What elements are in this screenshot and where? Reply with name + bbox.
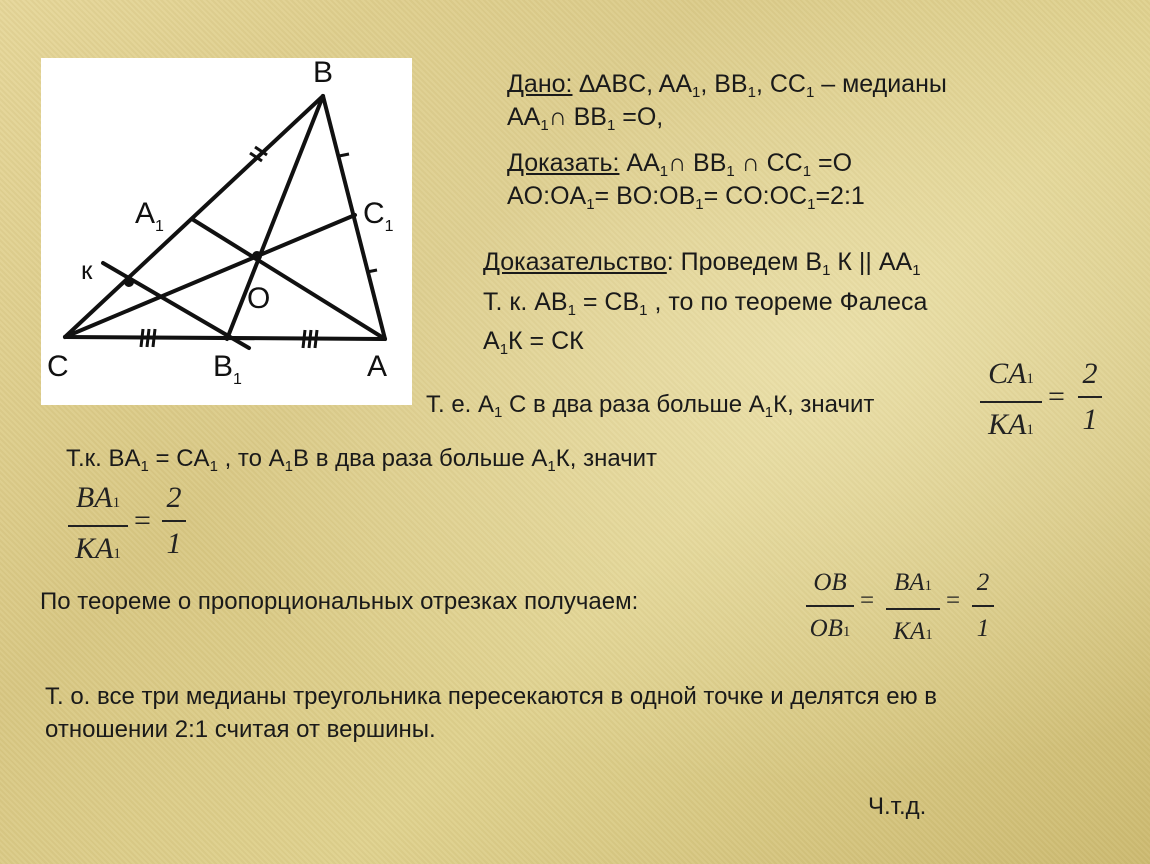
given-line-2: $AA_1\cap$ $BB_1 =O$, bbox=[507, 103, 664, 134]
prove-line-2: $AO:OA_1=$ $BO:OB_1=$ $CO:OC_1=2:1$ bbox=[507, 182, 865, 213]
label-k: к bbox=[81, 255, 93, 285]
median-cc1 bbox=[65, 215, 355, 337]
given-line-1: Дано: ∆ABC, $AA_1$, $BB_1$, $CC_1$ – медианы bbox=[507, 70, 947, 101]
qed-text: Ч.т.д. bbox=[868, 793, 927, 820]
frac1-eq: = bbox=[1048, 380, 1065, 413]
side-ca bbox=[65, 337, 385, 339]
step2-text: Т.к. $BA_1 = CA_1$ , то $A_1B$ в два раза больше $A_1К$, значит bbox=[66, 445, 658, 475]
given-label: Дано: bbox=[507, 70, 573, 98]
label-b: B bbox=[313, 58, 334, 89]
median-bb1 bbox=[227, 96, 323, 339]
fraction-ca1-ka1 bbox=[980, 356, 1110, 446]
proof-line-3: $A_1К$ = CК bbox=[483, 327, 584, 358]
side-cb bbox=[65, 96, 323, 337]
step1-text: Т. е. $A_1$ C в два раза больше $A_1К$, значит bbox=[426, 391, 875, 421]
frac1-den: KA1 bbox=[988, 408, 1034, 441]
frac1-rnum: 2 bbox=[1082, 357, 1098, 390]
line-b1k bbox=[103, 263, 249, 348]
prove-line-1: Доказать: $AA_1\cap$ $BB_1$ ∩ $CC_1 =O$ bbox=[507, 149, 853, 180]
median-aa1 bbox=[192, 219, 385, 339]
triangle-diagram bbox=[41, 58, 412, 405]
conclusion-line-2: отношении 2:1 считая от вершины. bbox=[45, 716, 436, 743]
fraction-ob-ob1: OB OB1 = BA1 KA1 = 2 1 bbox=[806, 565, 1016, 655]
proof-line-2: Т. к. $AB_1 = CB_1$ , то по теореме Фалеса bbox=[483, 288, 928, 319]
label-o: O bbox=[247, 282, 271, 315]
label-a: A bbox=[367, 350, 388, 383]
proof-label: Доказательство bbox=[483, 248, 667, 276]
fraction-ba1-ka1: BA1 KA1 = 2 1 bbox=[68, 480, 198, 570]
label-a1: $A_1$ bbox=[135, 197, 164, 235]
conclusion-line-1: Т. о. все три медианы треугольника пересекаются в одной точке и делятся ею в bbox=[45, 683, 938, 710]
label-c1: $C_1$ bbox=[363, 197, 394, 235]
triangle-figure bbox=[41, 58, 412, 405]
label-c: C bbox=[47, 350, 69, 383]
frac1-num: CA1 bbox=[988, 357, 1034, 390]
prove-label: Доказать: bbox=[507, 149, 620, 177]
step3-text: По теореме о пропорциональных отрезках получаем: bbox=[40, 588, 639, 615]
label-b1: $B_1$ bbox=[213, 350, 242, 388]
frac1-rden: 1 bbox=[1082, 403, 1098, 436]
proof-line-1: Доказательство: Проведем $B_1$ К || $AA_1$ bbox=[483, 248, 921, 279]
